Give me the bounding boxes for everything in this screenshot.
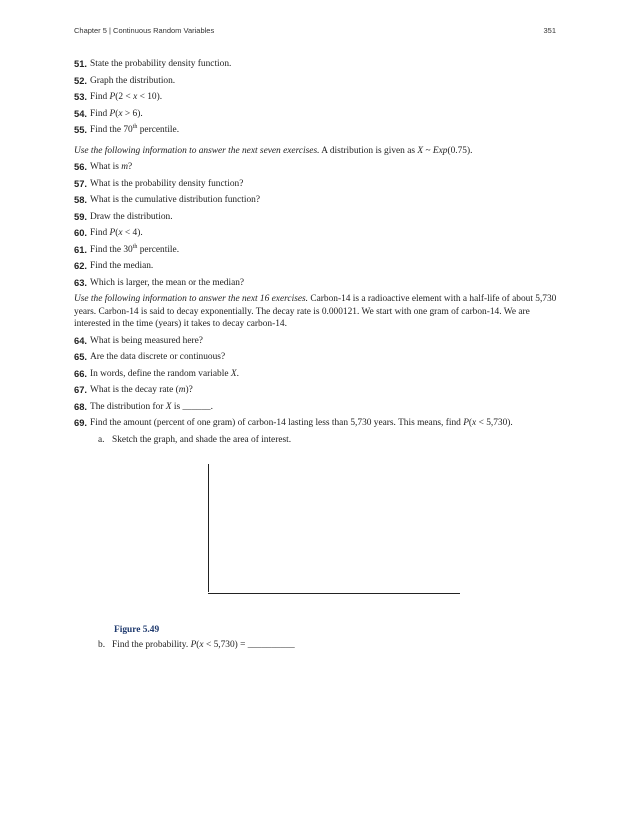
exercise-67 xyxy=(74,384,558,397)
exercise-number: 67. xyxy=(74,384,88,395)
math-variable: x xyxy=(118,108,123,119)
math-variable: P xyxy=(109,108,116,119)
intro-var: X xyxy=(417,145,424,156)
exercise-number: 59. xyxy=(74,210,88,222)
subpart-a xyxy=(74,434,558,447)
exercise-text-pre: What is the decay rate ( xyxy=(90,385,179,395)
exercise-text-pre: Find xyxy=(90,108,110,119)
exercise-number: 55. xyxy=(74,124,88,135)
exercise-number: 52. xyxy=(74,74,88,86)
exercise-number: 54. xyxy=(74,107,88,119)
page-number: 351 xyxy=(543,26,556,35)
exercise-text: Graph the distribution. xyxy=(90,75,176,86)
intro-dist: Exp xyxy=(432,145,448,156)
exercise-text-pre: What is xyxy=(90,162,122,172)
intro-exercises-56-63 xyxy=(74,145,558,158)
subpart-b xyxy=(74,639,558,652)
exercise-group-56-63 xyxy=(74,161,558,289)
intro-italic: Use the following information to answer the next seven exercises. xyxy=(74,145,320,156)
page-header xyxy=(74,26,556,38)
blank-graph-axes xyxy=(208,464,464,594)
exercise-number: 62. xyxy=(74,260,88,271)
exercise-68 xyxy=(74,401,558,414)
exercise-text: What is the cumulative distribution function? xyxy=(90,195,261,205)
exercise-number: 60. xyxy=(74,227,88,238)
subpart-b-var: P xyxy=(190,639,197,650)
intro-tilde: ~ xyxy=(423,145,433,156)
exercise-text-post: . xyxy=(236,368,239,379)
exercise-text-pre: In words, define the random variable xyxy=(90,368,231,379)
exercise-text-post: )? xyxy=(185,385,193,395)
math-variable: m xyxy=(178,385,186,395)
exercise-number: 64. xyxy=(74,334,88,346)
exercise-text-post: > 6). xyxy=(122,108,143,119)
exercise-text-pre: Find the 70 xyxy=(90,125,133,135)
exercise-text-post: < 5,730). xyxy=(476,418,513,428)
exercise-number: 61. xyxy=(74,243,88,255)
exercise-58 xyxy=(74,194,558,207)
exercise-group-51-55 xyxy=(74,58,558,137)
math-variable: x xyxy=(118,228,123,238)
exercise-text-pre: The distribution for xyxy=(90,401,166,412)
math-variable: P xyxy=(463,418,469,428)
exercise-text: Draw the distribution. xyxy=(90,211,173,222)
intro-exercises-64-79 xyxy=(74,293,558,331)
exercise-group-64-69 xyxy=(74,335,558,430)
exercise-number: 69. xyxy=(74,417,88,428)
exercise-65 xyxy=(74,351,558,364)
exercise-56 xyxy=(74,161,558,174)
exercise-number: 56. xyxy=(74,161,88,172)
subpart-b-pre: Find the probability. xyxy=(112,639,191,650)
exercise-53 xyxy=(74,91,558,104)
exercise-text: What is the probability density function? xyxy=(90,178,244,189)
math-variable: m xyxy=(121,162,129,172)
exercise-text: State the probability density function. xyxy=(90,59,232,69)
math-variable: P xyxy=(109,228,116,238)
exercise-text-post: percentile. xyxy=(137,244,180,255)
exercise-number: 63. xyxy=(74,276,88,288)
exercise-text: Find the median. xyxy=(90,261,154,271)
subpart-b-mid: ( xyxy=(196,639,200,650)
exercise-text-post: percentile. xyxy=(137,125,180,135)
exercise-number: 65. xyxy=(74,351,88,362)
exercise-number: 58. xyxy=(74,194,88,205)
subpart-b-var2: x xyxy=(199,639,204,650)
exercise-54 xyxy=(74,108,558,121)
math-variable: P xyxy=(109,92,116,102)
math-variable: X xyxy=(230,368,237,379)
x-axis-line xyxy=(208,593,460,594)
exercise-text-post: ? xyxy=(128,162,133,172)
exercise-number: 68. xyxy=(74,400,88,412)
ordinal-suffix: th xyxy=(132,124,138,130)
exercise-64 xyxy=(74,335,558,348)
subpart-label: a. xyxy=(98,434,105,445)
exercise-number: 53. xyxy=(74,91,88,102)
exercise-number: 51. xyxy=(74,58,88,69)
exercise-text-mid: ( xyxy=(468,418,473,428)
exercise-text-mid: ( xyxy=(115,108,119,119)
intro-italic: Use the following information to answer the next 16 exercises. xyxy=(74,294,308,304)
exercise-text-pre: Find the 30 xyxy=(90,244,133,255)
exercise-57 xyxy=(74,178,558,191)
exercise-text: Which is larger, the mean or the median? xyxy=(90,277,245,288)
exercise-52 xyxy=(74,75,558,88)
math-variable: x xyxy=(472,418,477,428)
page-content xyxy=(74,58,558,655)
ordinal-suffix: th xyxy=(132,243,138,250)
exercise-text-post: < 10). xyxy=(137,92,163,102)
exercise-text-post: < 4). xyxy=(122,228,143,238)
exercise-number: 66. xyxy=(74,367,88,379)
intro-param: (0.75). xyxy=(447,145,473,156)
exercise-66 xyxy=(74,368,558,381)
exercise-63 xyxy=(74,277,558,290)
exercise-55 xyxy=(74,124,558,137)
exercise-61 xyxy=(74,244,558,257)
exercise-51 xyxy=(74,58,558,71)
exercise-text-mid: ( xyxy=(115,228,119,238)
exercise-59 xyxy=(74,211,558,224)
chapter-title: Chapter 5 | Continuous Random Variables xyxy=(74,26,215,35)
figure-caption: Figure 5.49 xyxy=(114,625,160,635)
math-variable: X xyxy=(165,401,172,412)
exercise-62 xyxy=(74,260,558,273)
exercise-69 xyxy=(74,417,558,430)
exercise-text-pre: Find the amount (percent of one gram) of carbon-14 lasting less than 5,730 years. This means, find xyxy=(90,418,464,428)
y-axis-line xyxy=(208,464,209,592)
subpart-label: b. xyxy=(98,639,106,650)
exercise-60 xyxy=(74,227,558,240)
subpart-b-post: < 5,730) = __________ xyxy=(203,639,295,650)
exercise-text-pre: Find xyxy=(90,92,110,102)
math-variable: x xyxy=(133,92,138,102)
exercise-text-post: is ______. xyxy=(171,401,213,412)
exercise-text: Are the data discrete or continuous? xyxy=(90,352,226,362)
exercise-text: What is being measured here? xyxy=(90,335,203,346)
exercise-number: 57. xyxy=(74,177,88,189)
intro-text: A distribution is given as xyxy=(319,145,418,156)
exercise-text-pre: Find xyxy=(90,228,110,238)
intro-text: Carbon-14 is a radioactive element with a half-life of about 5,730 years. Carbon-14 is said to decay exponentially. The decay rate is 0.000121. We start with one gram of carbon-14. We are interested in the time (years) it takes to decay carbon-14. xyxy=(74,294,557,329)
subpart-text: Sketch the graph, and shade the area of interest. xyxy=(112,434,292,445)
exercise-text-mid: (2 < xyxy=(115,92,134,102)
